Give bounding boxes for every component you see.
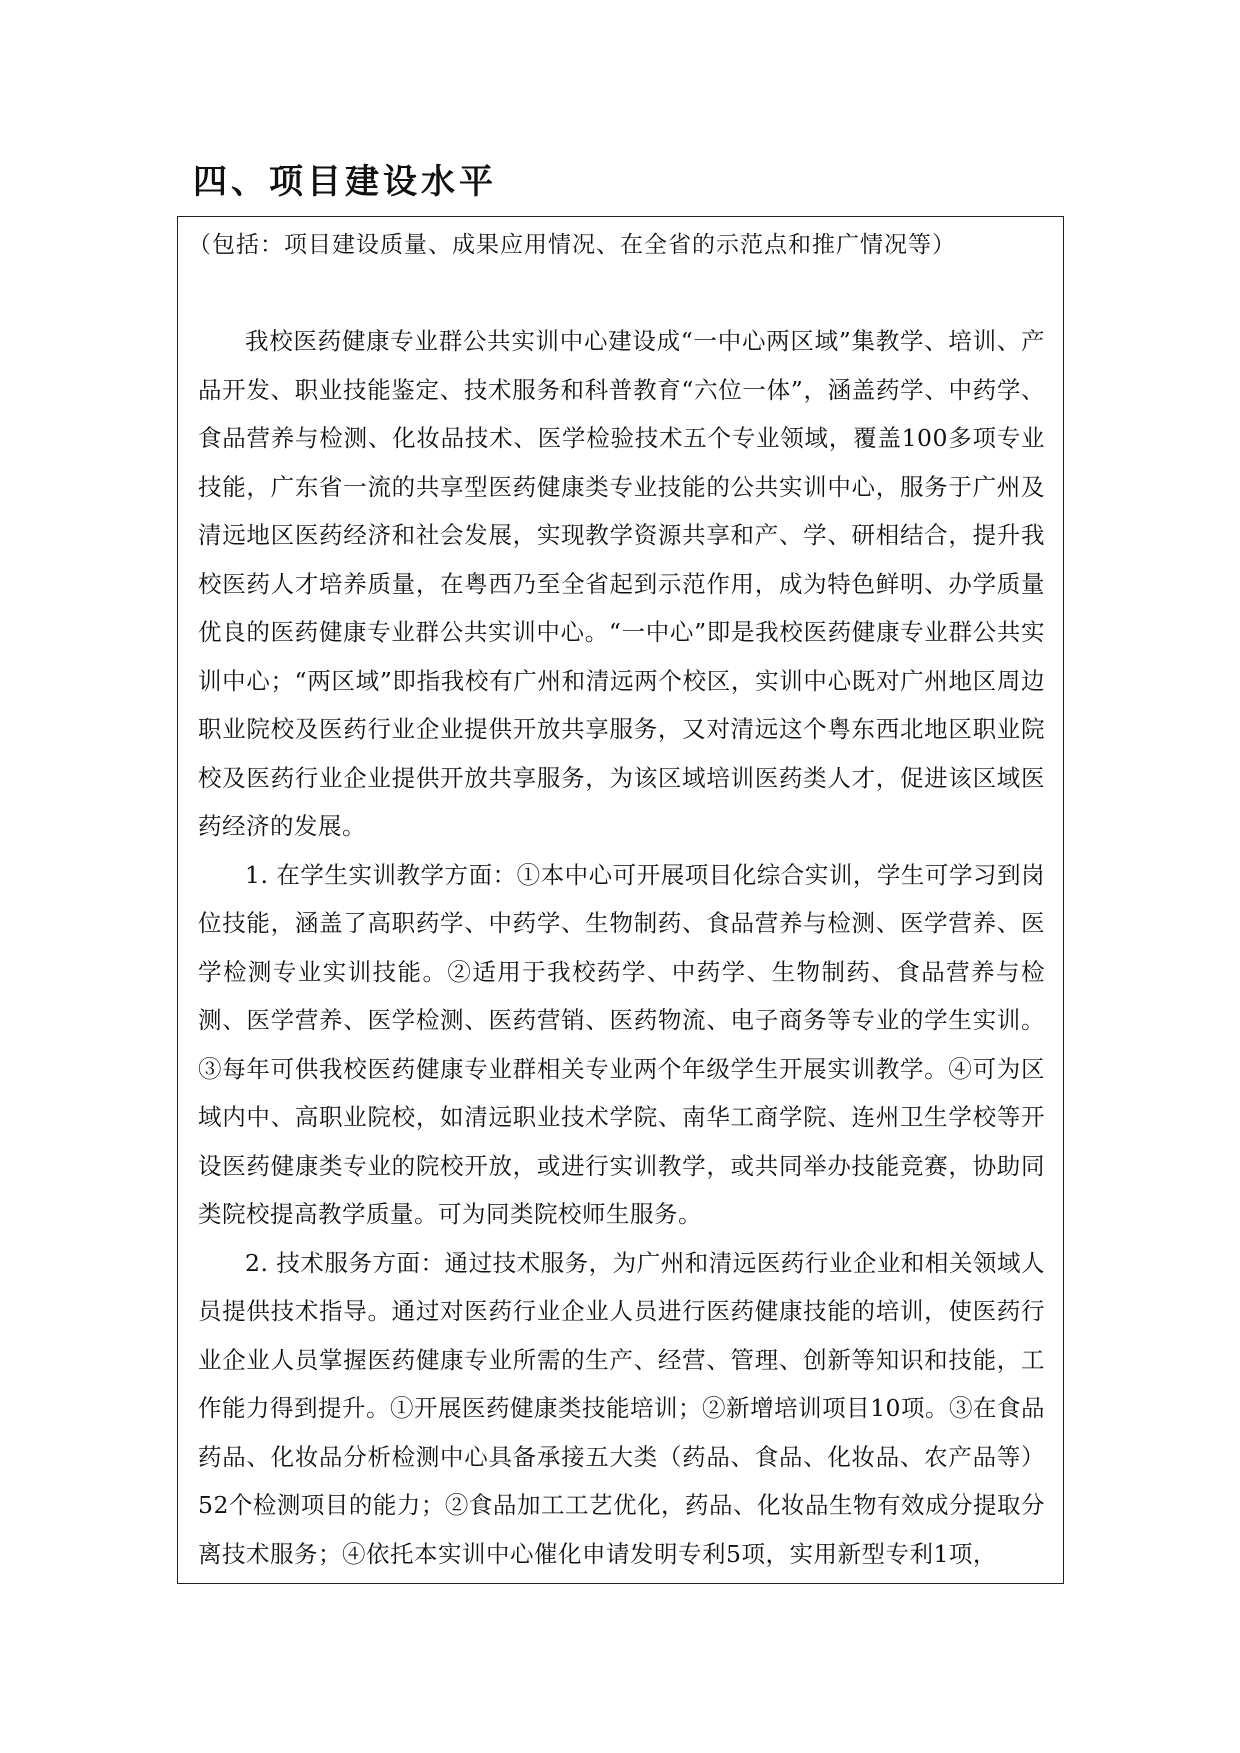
section-title: 四、项目建设水平 — [193, 162, 497, 202]
body-text — [198, 317, 1045, 1578]
content-box — [177, 216, 1064, 1584]
technical-service-paragraph: 2. 技术服务方面：通过技术服务，为广州和清远医药行业企业和相关领域人员提供技术指导。通过对医药行业企业人员进行医药健康技能的培训，使医药行业企业人员掌握医药健康专业所需的生产、经营、管理、创新等知识和技能，工作能力得到提升。①开展医药健康类技能培训；②新增培训项目10项。③在食品药品、化妆品分析检测中心具备承接五大类（药品、食品、化妆品、农产品等）52个检测项目的能力；②食品加工工艺优化，药品、化妆品生物有效成分提取分离技术服务；④依托本实训中心催化申请发明专利5项，实用新型专利1项， — [198, 1248, 1045, 1568]
intro-paragraph: 我校医药健康专业群公共实训中心建设成“一中心两区域”集教学、培训、产品开发、职业技能鉴定、技术服务和科普教育“六位一体”，涵盖药学、中药学、食品营养与检测、化妆品技术、医学检验技术五个专业领域，覆盖100多项专业技能，广东省一流的共享型医药健康类专业技能的公共实训中心，服务于广州及清远地区医药经济和社会发展，实现教学资源共享和产、学、研相结合，提升我校医药人才培养质量，在粤西乃至全省起到示范作用，成为特色鲜明、办学质量优良的医药健康专业群公共实训中心。“一中心”即是我校医药健康专业群公共实训中心；“两区域”即指我校有广州和清远两个校区，实训中心既对广州地区周边职业院校及医药行业企业提供开放共享服务，又对清远这个粤东西北地区职业院校及医药行业企业提供开放共享服务，为该区域培训医药类人才，促进该区域医药经济的发展。 — [198, 327, 1045, 840]
scope-note: （包括：项目建设质量、成果应用情况、在全省的示范点和推广情况等） — [188, 232, 956, 258]
teaching-paragraph: 1. 在学生实训教学方面：①本中心可开展项目化综合实训，学生可学习到岗位技能，涵盖了高职药学、中药学、生物制药、食品营养与检测、医学营养、医学检测专业实训技能。②适用于我校药学、中药学、生物制药、食品营养与检测、医学营养、医学检测、医药营销、医药物流、电子商务等专业的学生实训。③每年可供我校医药健康专业群相关专业两个年级学生开展实训教学。④可为区域内中、高职业院校，如清远职业技术学院、南华工商学院、连州卫生学校等开设医药健康类专业的院校开放，或进行实训教学，或共同举办技能竞赛，协助同类院校提高教学质量。可为同类院校师生服务。 — [198, 860, 1045, 1228]
